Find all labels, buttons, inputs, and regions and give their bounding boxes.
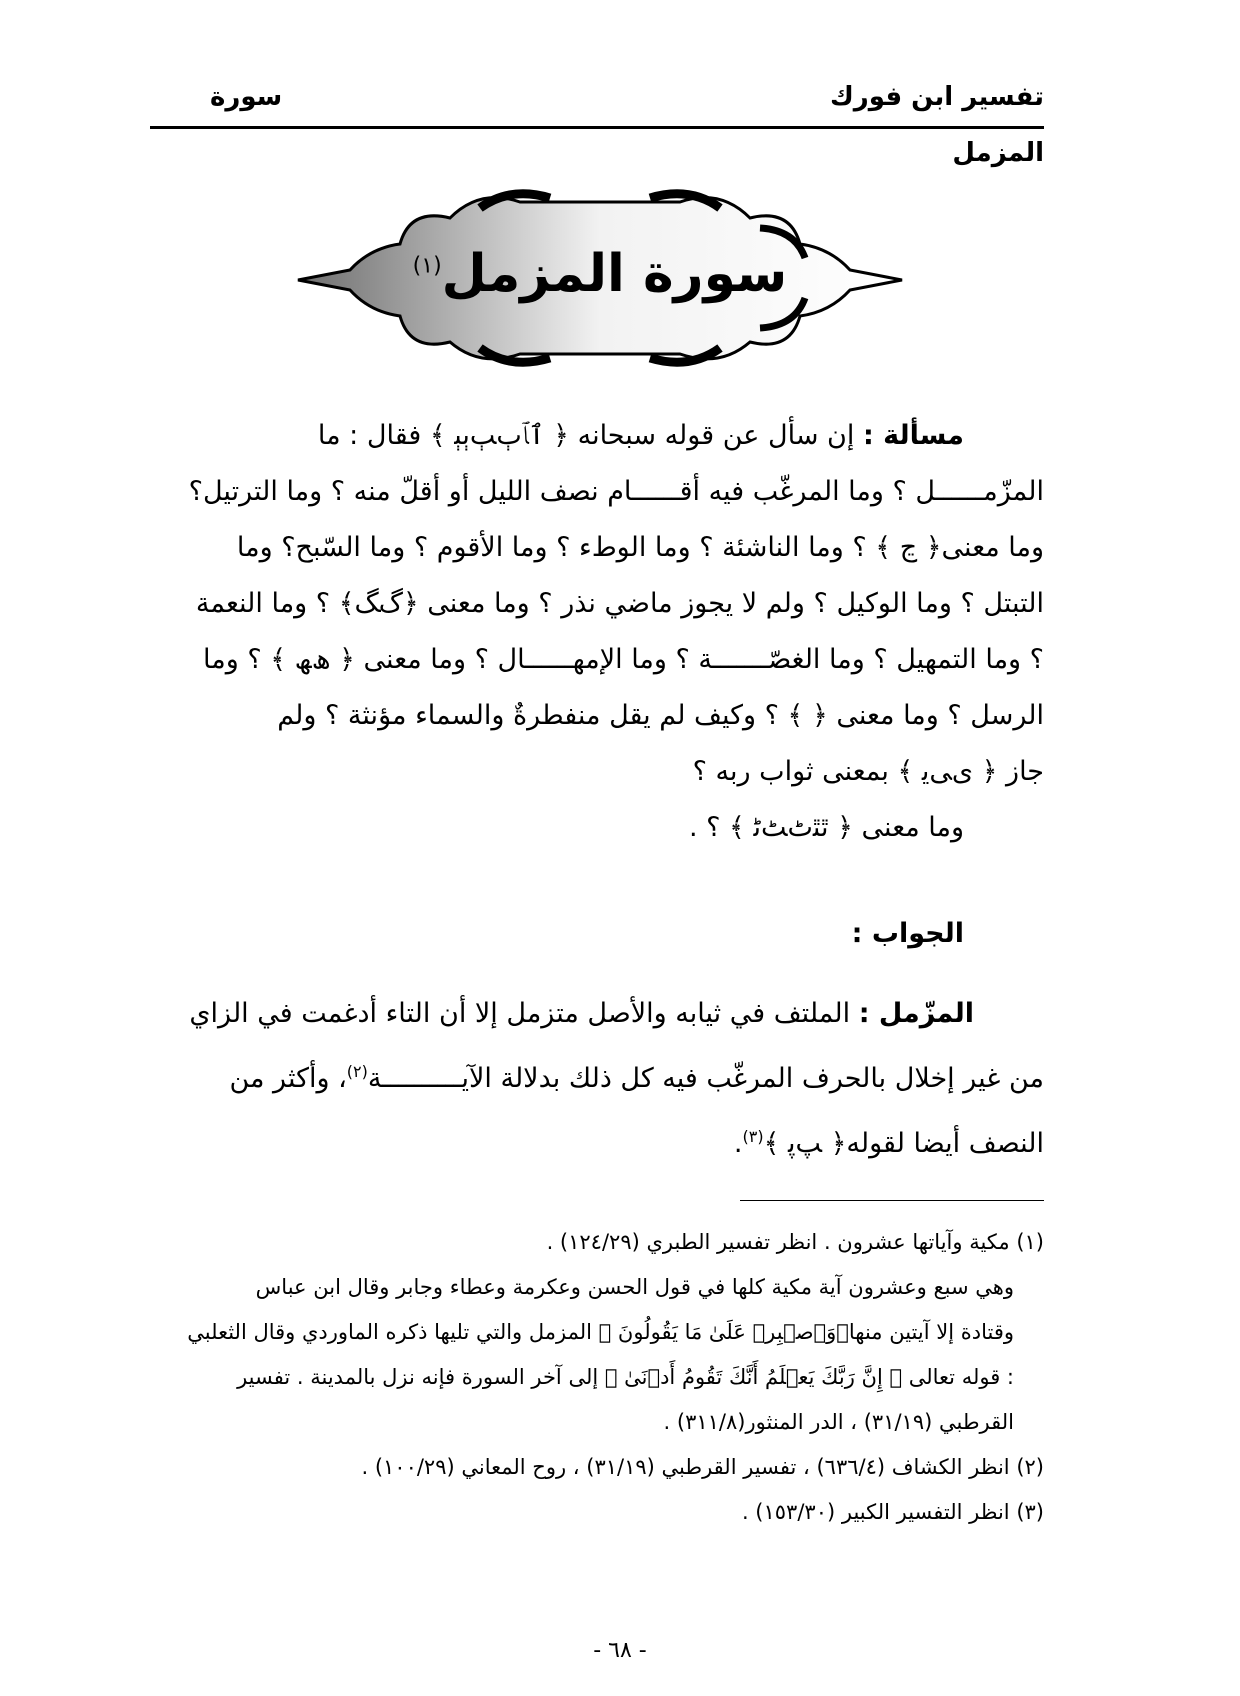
book-title: تفسير ابن فورك — [829, 82, 1044, 112]
question-line-4: التبتل ؟ وما الوكيل ؟ ولم لا يجوز ماضي نذر ؟ وما معنى ﴿ﮒﮓ﴾ ؟ وما النعمة — [195, 588, 1044, 619]
question-label: مسألة : — [862, 420, 964, 451]
footnote-1-cont-4: القرطبي (٣١/١٩) ، الدر المنثور(٣١١/٨) . — [663, 1410, 1014, 1434]
question-line-5: ؟ وما التمهيل ؟ وما الغصّـــــــة ؟ وما الإمهــــــال ؟ وما معنى ﴿ ﮪﮫ ﴾ ؟ وما — [203, 644, 1044, 675]
question-line-8: وما معنى ﴿ ﭤﭥﭦﭧﭨ ﴾ ؟ . — [688, 812, 964, 843]
question-line-3: وما معنى﴿ ﭶ ﴾ ؟ وما الناشئة ؟ وما الوطء ؟ وما الأقوم ؟ وما السّبح؟ وما — [236, 532, 1044, 563]
footnote-1: (١) مكية وآياتها عشرون . انظر تفسير الطبري (١٢٤/٢٩) . — [546, 1230, 1044, 1254]
answer-term: المزّمل : — [858, 998, 974, 1029]
page-number: - ٦٨ - — [593, 1638, 647, 1663]
answer-line-3: النصف أيضا لقوله﴿ ﭗﭘ ﴾$^{(٣)}$. — [733, 1127, 1044, 1159]
question-line-1: مسألة : إن سأل عن قوله سبحانه ﴿ ٱﭑﭒﭓﭔﭕ ﴾ فقال : ما — [317, 420, 964, 451]
footnote-1-cont-2: وقتادة إلا آيتين منها﴿وَٱصۡبِرۡ عَلَىٰ مَا يَقُولُونَ ﴾ المزمل والتي تليها ذكره الماوردي وقال الثعلبي — [187, 1320, 1014, 1344]
surah-subheader: المزمل — [952, 138, 1044, 168]
question-line-2: المزّمــــــل ؟ وما المرغّب فيه أقــــــام نصف الليل أو أقلّ منه ؟ وما الترتيل؟ — [188, 476, 1044, 507]
answer-line-2: من غير إخلال بالحرف المرغّب فيه كل ذلك بدلالة الآيــــــــــة$^{(٢)}$، وأكثر من — [229, 1062, 1044, 1094]
question-line-6: الرسل ؟ وما معنى ﴿ ﴾ ؟ وكيف لم يقل منفطرةٌ والسماء مؤنثة ؟ ولم — [277, 700, 1044, 731]
surah-title-text: سورة المزمل — [441, 244, 788, 304]
footnote-3: (٣) انظر التفسير الكبير (١٥٣/٣٠) . — [741, 1500, 1044, 1524]
footnote-ref-2: (٢) — [346, 1062, 368, 1081]
question-line-7: جاز ﴿ ﯼﯽﯾ ﴾ بمعنى ثواب ربه ؟ — [692, 756, 1044, 787]
footnote-2: (٢) انظر الكشاف (٦٣٦/٤) ، تفسير القرطبي (٣١/١٩) ، روح المعاني (١٠٠/٢٩) . — [361, 1455, 1044, 1479]
running-header — [150, 82, 1044, 122]
question-section — [150, 408, 1044, 856]
footnote-1-cont-1: وهي سبع وعشرون آية مكية كلها في قول الحسن وعكرمة وعطاء وجابر وقال ابن عباس — [255, 1275, 1014, 1299]
surah-title — [290, 244, 910, 304]
surah-title-banner — [290, 188, 910, 368]
answer-label: الجواب : — [851, 918, 964, 949]
footnote-ref-1: (١) — [412, 253, 442, 279]
footnote-ref-3: (٣) — [742, 1127, 764, 1146]
answer-section — [150, 985, 1044, 1173]
footnote-1-cont-3: : قوله تعالى ﴿ إِنَّ رَبَّكَ يَعۡلَمُ أَنَّكَ تَقُومُ أَدۡنَىٰ ﴾ إلى آخر السورة فإنه نزل بالمدينة . تفسير — [237, 1365, 1014, 1389]
answer-line-1: المزّمل : الملتف في ثيابه والأصل متزمل إلا أن التاء أدغمت في الزاي — [189, 998, 974, 1029]
footnotes — [150, 1220, 1044, 1535]
section-label: سورة — [210, 82, 283, 112]
header-rule — [150, 126, 1044, 129]
footnote-rule — [740, 1200, 1044, 1201]
